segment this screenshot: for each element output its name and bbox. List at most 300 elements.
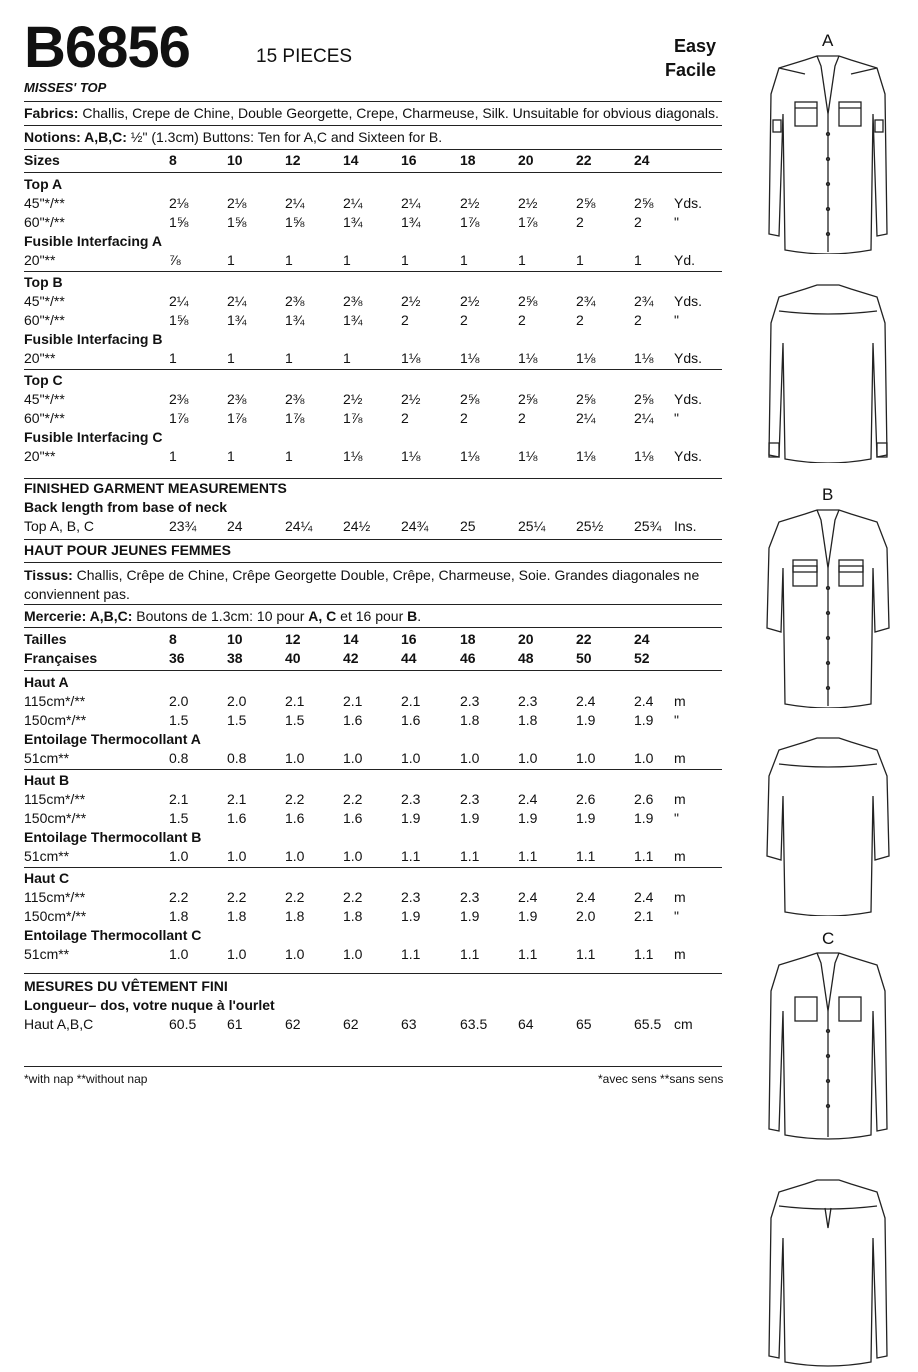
row-label: Fusible Interfacing C: [24, 429, 163, 445]
section-heading: [24, 828, 722, 847]
table-cell: 1.6: [285, 810, 305, 826]
row-label: 115cm*/**: [24, 693, 86, 709]
table-cell: 1⅝: [285, 214, 305, 230]
table-cell: 18: [460, 631, 476, 647]
table-cell: 1: [634, 252, 642, 268]
table-cell: 65: [576, 1016, 592, 1032]
mesures-heading: MESURES DU VÊTEMENT FINI: [24, 978, 228, 994]
divider: [24, 369, 722, 370]
table-cell: 12: [285, 152, 301, 168]
table-cell: 1⅝: [227, 214, 247, 230]
table-cell: 2⅝: [460, 391, 480, 407]
unit-cell: ": [674, 712, 679, 728]
table-cell: 2¾: [576, 293, 596, 309]
table-cell: 2.6: [634, 791, 654, 807]
table-cell: 1¾: [285, 312, 305, 328]
table-cell: 2½: [343, 391, 363, 407]
piece-count: 15 PIECES: [256, 46, 353, 67]
mercerie-label: Mercerie: A,B,C:: [24, 608, 133, 624]
notions-label: Notions: A,B,C:: [24, 129, 127, 145]
footnote-en: *with nap **without nap: [24, 1072, 148, 1086]
table-cell: 0.8: [169, 750, 189, 766]
table-cell: 50: [576, 650, 592, 666]
table-cell: 1.0: [285, 946, 305, 962]
row-label: Tailles: [24, 631, 67, 647]
table-cell: 23¾: [169, 518, 197, 534]
table-cell: 2: [576, 214, 584, 230]
table-cell: 2: [401, 312, 409, 328]
table-cell: 2¼: [227, 293, 247, 309]
table-row: [24, 888, 722, 907]
row-label: 45"*/**: [24, 293, 65, 309]
divider: [24, 539, 722, 540]
table-row: [24, 390, 722, 409]
section-heading: [24, 673, 722, 692]
row-label: 60"*/**: [24, 214, 65, 230]
table-cell: 1.5: [169, 810, 189, 826]
table-row: [24, 292, 722, 311]
table-cell: 1.9: [576, 810, 596, 826]
longueur-heading: Longueur– dos, votre nuque à l'ourlet: [24, 997, 275, 1013]
table-cell: 2½: [401, 293, 421, 309]
table-cell: 2.4: [576, 693, 596, 709]
row-label: Sizes: [24, 152, 60, 168]
table-cell: 1.1: [460, 848, 480, 864]
table-cell: 2¾: [634, 293, 654, 309]
table-cell: 2.3: [401, 791, 421, 807]
table-cell: 1⅛: [576, 350, 596, 366]
table-cell: 1.1: [401, 946, 421, 962]
table-cell: 24½: [343, 518, 371, 534]
table-cell: 1.8: [518, 712, 538, 728]
table-cell: 2.1: [169, 791, 189, 807]
table-cell: 2.2: [343, 889, 363, 905]
table-cell: 2.6: [576, 791, 596, 807]
table-cell: 1.8: [285, 908, 305, 924]
table-cell: 48: [518, 650, 534, 666]
table-cell: 2¼: [634, 410, 654, 426]
table-cell: 46: [460, 650, 476, 666]
section-heading: [24, 330, 722, 349]
table-cell: 1.0: [343, 750, 363, 766]
section-heading: [24, 232, 722, 251]
difficulty-en: Easy: [673, 36, 716, 56]
table-cell: 2⅝: [576, 195, 596, 211]
table-row: [24, 213, 722, 232]
row-label: Haut A: [24, 674, 69, 690]
table-row: [24, 409, 722, 428]
table-cell: 2½: [460, 293, 480, 309]
row-label: 150cm*/**: [24, 908, 87, 924]
divider: [24, 1066, 722, 1067]
row-label: 115cm*/**: [24, 791, 86, 807]
table-cell: 1.0: [343, 946, 363, 962]
table-cell: 22: [576, 152, 592, 168]
table-cell: 1.9: [460, 908, 480, 924]
table-cell: 1.9: [401, 810, 421, 826]
table-cell: 2¼: [576, 410, 596, 426]
table-cell: 2¼: [343, 195, 363, 211]
table-cell: 2.4: [518, 791, 538, 807]
table-cell: 2¼: [285, 195, 305, 211]
table-cell: 1.0: [227, 946, 247, 962]
table-cell: 24: [634, 631, 650, 647]
fabrics-label: Fabrics:: [24, 105, 79, 121]
table-cell: 1¾: [343, 312, 363, 328]
table-cell: 1: [285, 252, 293, 268]
table-cell: 1¾: [401, 214, 421, 230]
view-a-label: A: [822, 31, 834, 50]
table-cell: 24¾: [401, 518, 429, 534]
table-cell: 2.4: [634, 889, 654, 905]
row-label: Françaises: [24, 650, 98, 666]
table-cell: 63: [401, 1016, 417, 1032]
row-label: 20"**: [24, 350, 56, 366]
table-cell: 2⅝: [634, 195, 654, 211]
unit-cell: m: [674, 791, 686, 807]
table-cell: 2: [518, 410, 526, 426]
table-cell: 0.8: [227, 750, 247, 766]
table-cell: 1.1: [634, 946, 654, 962]
table-row: [24, 790, 722, 809]
table-cell: 1.9: [634, 810, 654, 826]
row-label: 20"**: [24, 252, 56, 268]
table-cell: 1⅞: [343, 410, 363, 426]
table-cell: 2.2: [285, 889, 305, 905]
table-cell: 2.3: [460, 791, 480, 807]
unit-cell: Yds.: [674, 293, 703, 309]
table-cell: 20: [518, 631, 534, 647]
row-label: 20"**: [24, 448, 56, 464]
table-cell: 2.3: [460, 889, 480, 905]
table-cell: 1⅛: [460, 448, 480, 464]
table-cell: 2.4: [518, 889, 538, 905]
view-c-front-illustration: [765, 951, 891, 1141]
table-cell: 2⅝: [634, 391, 654, 407]
divider: [24, 627, 722, 628]
row-label: 51cm**: [24, 750, 70, 766]
table-cell: 2.1: [285, 693, 305, 709]
row-label: Fusible Interfacing B: [24, 331, 163, 347]
table-cell: 1⅛: [518, 448, 538, 464]
table-row: [24, 945, 722, 964]
table-cell: 38: [227, 650, 243, 666]
row-label: Entoilage Thermocollant C: [24, 927, 202, 943]
table-cell: 2: [460, 312, 468, 328]
table-row: [24, 907, 722, 926]
table-cell: 1¾: [227, 312, 247, 328]
divider: [24, 769, 722, 770]
table-cell: 1.0: [285, 750, 305, 766]
table-cell: 25¾: [634, 518, 662, 534]
table-cell: 1.5: [227, 712, 247, 728]
table-cell: 1.8: [169, 908, 189, 924]
table-row: [24, 1015, 722, 1034]
table-cell: 10: [227, 152, 243, 168]
table-cell: 2: [401, 410, 409, 426]
table-cell: 2: [576, 312, 584, 328]
table-cell: 1⅞: [285, 410, 305, 426]
table-cell: 1⅞: [169, 410, 189, 426]
table-cell: 1.1: [401, 848, 421, 864]
table-cell: 18: [460, 152, 476, 168]
finished-heading: FINISHED GARMENT MEASUREMENTS: [24, 480, 287, 496]
table-cell: 2: [460, 410, 468, 426]
fabrics-text: Challis, Crepe de Chine, Double Georgette, Crepe, Charmeuse, Silk. Unsuitable for obvious diagonals.: [78, 105, 719, 121]
tissus-text: Challis, Crêpe de Chine, Crêpe Georgette Double, Crêpe, Charmeuse, Soie. Grandes diagonales ne conviennent pas.: [24, 567, 700, 602]
table-cell: 2⅜: [285, 293, 305, 309]
table-row: [24, 447, 722, 466]
table-cell: 12: [285, 631, 301, 647]
table-row: [24, 517, 722, 536]
table-cell: 2.3: [401, 889, 421, 905]
table-cell: 1.1: [460, 946, 480, 962]
unit-cell: ": [674, 312, 679, 328]
table-cell: 63.5: [460, 1016, 488, 1032]
table-cell: 2: [634, 214, 642, 230]
table-cell: 1⅞: [518, 214, 538, 230]
table-cell: 1.1: [576, 848, 596, 864]
table-cell: 14: [343, 152, 359, 168]
table-cell: 1⅛: [518, 350, 538, 366]
table-cell: 1.0: [634, 750, 654, 766]
unit-cell: Yds.: [674, 391, 703, 407]
table-cell: 42: [343, 650, 359, 666]
table-cell: 2.0: [227, 693, 247, 709]
table-cell: 2⅝: [576, 391, 596, 407]
table-cell: 1.1: [518, 946, 538, 962]
table-cell: 1⅛: [343, 448, 363, 464]
table-cell: 1.8: [343, 908, 363, 924]
section-heading: [24, 175, 722, 194]
table-cell: 2.2: [343, 791, 363, 807]
table-cell: 2⅛: [227, 195, 247, 211]
table-cell: 2⅝: [518, 293, 538, 309]
notions-line: [24, 128, 724, 147]
table-cell: 1⅞: [227, 410, 247, 426]
divider: [24, 271, 722, 272]
section-heading: [24, 926, 722, 945]
table-cell: 2.2: [285, 791, 305, 807]
divider: [24, 604, 722, 605]
table-cell: 2¼: [401, 195, 421, 211]
table-cell: 2⅜: [169, 391, 189, 407]
mercerie-line: Mercerie: A,B,C: Boutons de 1.3cm: 10 pour A, C et 16 pour B.: [24, 608, 422, 624]
table-cell: 1: [169, 448, 177, 464]
table-cell: 1¾: [343, 214, 363, 230]
table-cell: 62: [285, 1016, 301, 1032]
table-cell: 2⅜: [285, 391, 305, 407]
table-cell: 24: [227, 518, 243, 534]
row-label: 51cm**: [24, 946, 70, 962]
table-cell: 2: [518, 312, 526, 328]
tissus-label: Tissus:: [24, 567, 73, 583]
section-heading: [24, 371, 722, 390]
table-row: [24, 711, 722, 730]
table-cell: 1.9: [634, 712, 654, 728]
table-cell: 64: [518, 1016, 534, 1032]
table-cell: 2: [634, 312, 642, 328]
table-cell: 2.2: [227, 889, 247, 905]
sizes-row: [24, 151, 722, 170]
table-cell: 1.5: [285, 712, 305, 728]
table-cell: 25: [460, 518, 476, 534]
table-cell: 2.0: [576, 908, 596, 924]
row-label: 115cm*/**: [24, 889, 86, 905]
table-cell: 1.6: [401, 712, 421, 728]
fabrics-line: [24, 104, 724, 123]
table-cell: 2.1: [227, 791, 247, 807]
table-cell: 62: [343, 1016, 359, 1032]
table-cell: 1.9: [518, 908, 538, 924]
pattern-number: B6856: [24, 15, 190, 80]
table-cell: 1⅛: [401, 350, 421, 366]
table-cell: 61: [227, 1016, 243, 1032]
table-cell: 1: [285, 448, 293, 464]
table-cell: 2.4: [634, 693, 654, 709]
table-cell: 1: [401, 252, 409, 268]
table-cell: 1.5: [169, 712, 189, 728]
table-cell: 65.5: [634, 1016, 662, 1032]
table-cell: 2⅝: [518, 391, 538, 407]
table-cell: 2⅛: [169, 195, 189, 211]
divider: [24, 101, 722, 102]
table-row: [24, 251, 722, 270]
table-cell: 1.8: [460, 712, 480, 728]
table-cell: 16: [401, 631, 417, 647]
table-cell: 1⅛: [634, 448, 654, 464]
unit-cell: Ins.: [674, 518, 697, 534]
table-cell: 1: [460, 252, 468, 268]
section-heading: [24, 730, 722, 749]
table-cell: 1.6: [343, 712, 363, 728]
row-label: Haut C: [24, 870, 70, 886]
unit-cell: Yds.: [674, 195, 703, 211]
table-cell: 1.1: [576, 946, 596, 962]
table-cell: 1⅛: [576, 448, 596, 464]
divider: [24, 973, 722, 974]
table-cell: 1: [343, 252, 351, 268]
table-cell: 2¼: [169, 293, 189, 309]
divider: [24, 149, 722, 150]
divider: [24, 562, 722, 563]
unit-cell: ": [674, 410, 679, 426]
row-label: 45"*/**: [24, 195, 65, 211]
table-cell: 1.9: [460, 810, 480, 826]
table-row: [24, 349, 722, 368]
row-label: Haut A,B,C: [24, 1016, 94, 1032]
table-cell: 16: [401, 152, 417, 168]
section-heading: [24, 771, 722, 790]
table-cell: 36: [169, 650, 185, 666]
unit-cell: Yds.: [674, 448, 703, 464]
table-cell: 1: [285, 350, 293, 366]
unit-cell: Yds.: [674, 350, 703, 366]
row-label: Top A: [24, 176, 63, 192]
table-cell: 1.0: [227, 848, 247, 864]
section-heading: [24, 869, 722, 888]
table-cell: 1.0: [576, 750, 596, 766]
table-cell: 1.0: [343, 848, 363, 864]
table-cell: 22: [576, 631, 592, 647]
table-cell: 25¼: [518, 518, 546, 534]
table-cell: 1.8: [227, 908, 247, 924]
table-cell: 14: [343, 631, 359, 647]
unit-cell: Yd.: [674, 252, 696, 268]
section-heading: [24, 428, 722, 447]
difficulty: [665, 34, 716, 82]
tissus-line: [24, 566, 724, 604]
table-cell: 1: [227, 350, 235, 366]
table-cell: 1.1: [518, 848, 538, 864]
view-b-back-illustration: [765, 736, 891, 916]
row-label: 60"*/**: [24, 410, 65, 426]
table-cell: 1⅝: [169, 214, 189, 230]
row-label: 150cm*/**: [24, 712, 87, 728]
unit-cell: m: [674, 946, 686, 962]
table-cell: 2.1: [401, 693, 421, 709]
row-label: Top B: [24, 274, 63, 290]
divider: [24, 172, 722, 173]
table-cell: 44: [401, 650, 417, 666]
table-cell: 1⅞: [460, 214, 480, 230]
row-label: 60"*/**: [24, 312, 65, 328]
divider: [24, 867, 722, 868]
table-cell: 25½: [576, 518, 604, 534]
table-cell: 1.0: [169, 946, 189, 962]
title-en: MISSES' TOP: [24, 80, 107, 95]
table-cell: 20: [518, 152, 534, 168]
view-b-front-illustration: [765, 508, 891, 708]
difficulty-fr: Facile: [664, 60, 716, 80]
francaises-row: [24, 649, 722, 668]
row-label: Top C: [24, 372, 63, 388]
table-cell: 2.1: [634, 908, 654, 924]
table-cell: 1.9: [401, 908, 421, 924]
table-cell: 1: [227, 252, 235, 268]
table-cell: 2.2: [169, 889, 189, 905]
row-label: 45"*/**: [24, 391, 65, 407]
table-cell: 1: [343, 350, 351, 366]
section-heading: [24, 273, 722, 292]
table-cell: 1.0: [169, 848, 189, 864]
table-cell: 1.0: [285, 848, 305, 864]
table-cell: 1: [169, 350, 177, 366]
divider: [24, 125, 722, 126]
unit-cell: m: [674, 693, 686, 709]
table-row: [24, 847, 722, 866]
unit-cell: ": [674, 214, 679, 230]
table-cell: 60.5: [169, 1016, 197, 1032]
view-c-label: C: [822, 929, 835, 948]
table-cell: 1: [227, 448, 235, 464]
table-cell: 1.0: [460, 750, 480, 766]
table-cell: 1.9: [518, 810, 538, 826]
table-cell: 1: [576, 252, 584, 268]
view-b-label: B: [822, 485, 834, 504]
view-a-back-illustration: [765, 283, 891, 463]
table-cell: 2.3: [518, 693, 538, 709]
unit-cell: m: [674, 750, 686, 766]
table-cell: 2½: [460, 195, 480, 211]
table-cell: 8: [169, 631, 177, 647]
unit-cell: m: [674, 889, 686, 905]
back-length-heading: Back length from base of neck: [24, 499, 228, 515]
tailles-row: [24, 630, 722, 649]
table-cell: 1.6: [227, 810, 247, 826]
view-a-front-illustration: [765, 54, 891, 254]
unit-cell: cm: [674, 1016, 693, 1032]
